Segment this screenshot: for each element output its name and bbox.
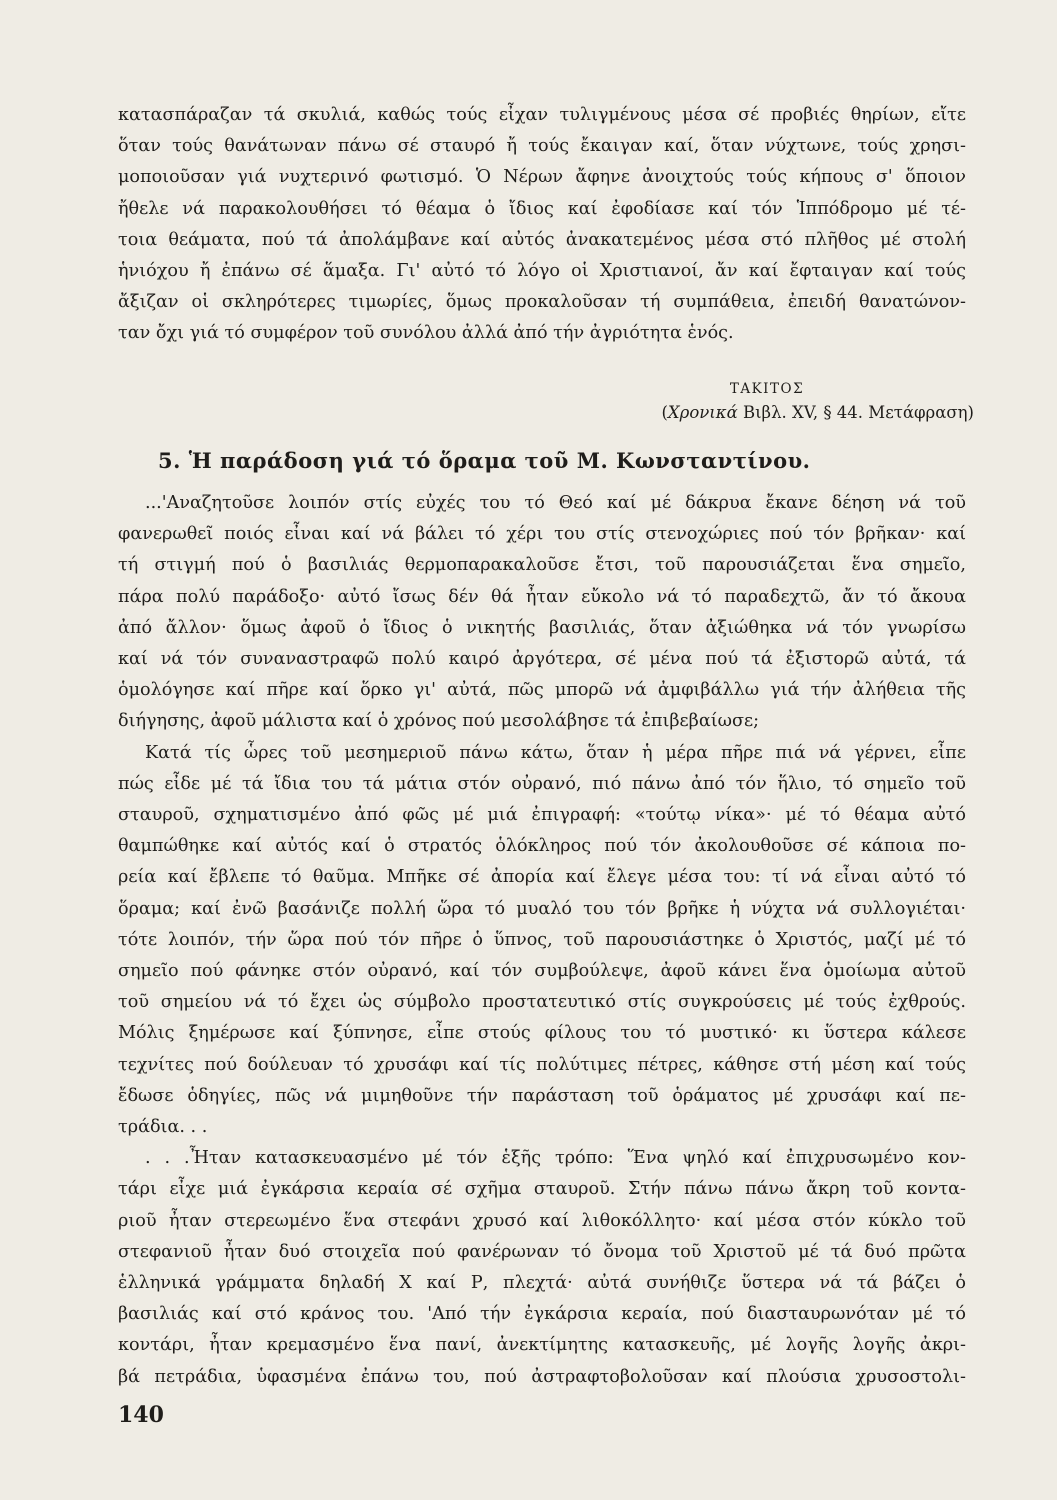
text-line: βά πετράδια, ὑφασμένα ἐπάνω του, πού ἀστραφτοβολοῦσαν καί πλούσια χρυσοστολι- — [118, 1366, 966, 1387]
text-line: ταν ὄχι γιά τό συμφέρον τοῦ συνόλου ἀλλά ἀπό τήν ἀγριότητα ἑνός. — [118, 323, 734, 344]
text-line: σταυροῦ, σχηματισμένο ἀπό φῶς μέ μιά ἐπιγραφή: «τούτῳ νίκα»· μέ τό θέαμα αὐτό — [118, 805, 966, 826]
text-line: ἔδωσε ὁδηγίες, πῶς νά μιμηθοῦνε τήν παράσταση τοῦ ὁράματος μέ χρυσάφι καί πε- — [118, 1085, 966, 1106]
text-line: φανερωθεῖ ποιός εἶναι καί νά βάλει τό χέρι του στίς στενοχώριες πού τόν βρῆκαν· καί — [118, 524, 966, 545]
text-line: ὁμολόγησε καί πῆρε καί ὅρκο γι' αὐτά, πῶς μπορῶ νά ἀμφιβάλλω γιά τήν ἀλήθεια τῆς — [118, 680, 966, 701]
text-line: καί νά τόν συναναστραφῶ πολύ καιρό ἀργότερα, σέ μένα πού τά ἐξιστορῶ αὐτά, τά — [118, 649, 966, 670]
text-line: τοῦ σημείου νά τό ἔχει ὡς σύμβολο προστατευτικό στίς συγκρούσεις μέ τούς ἐχθρούς. — [118, 992, 966, 1013]
attribution-source — [560, 403, 974, 422]
text-line: ὅραμα; καί ἐνῶ βασάνιζε πολλή ὥρα τό μυαλό του τόν βρῆκε ἡ νύχτα νά συλλογιέται· — [118, 898, 966, 919]
text-line: ἄξιζαν οἱ σκληρότερες τιμωρίες, ὅμως προκαλοῦσαν τή συμπάθεια, ἐπειδή θανατώνον- — [118, 292, 966, 313]
text-line: τοια θεάματα, πού τά ἀπολάμβανε καί αὐτός ἀνακατεμένος μέσα στό πλῆθος μέ στολή — [118, 229, 966, 250]
text-line: ὅταν τούς θανάτωναν πάνω σέ σταυρό ἤ τούς ἔκαιγαν καί, ὅταν νύχτωνε, τούς χρησι- — [118, 136, 966, 157]
text-line: πώς εἶδε μέ τά ἴδια του τά μάτια στόν οὐρανό, πιό πάνω ἀπό τόν ἥλιο, τό σημεῖο τοῦ — [118, 773, 966, 794]
text-line: πάρα πολύ παράδοξο· αὐτό ἴσως δέν θά ἦταν εὔκολο νά τό παραδεχτῶ, ἄν τό ἄκουα — [118, 586, 966, 607]
text-line: Μόλις ξημέρωσε καί ξύπνησε, εἶπε στούς φίλους του τό μυστικό· κι ὕστερα κάλεσε — [118, 1023, 966, 1044]
text-line: θαμπώθηκε καί αὐτός καί ὁ στρατός ὁλόκληρος πού τόν ἀκολουθοῦσε σέ κάποια πο- — [118, 836, 966, 857]
text-line: . . .Ἦταν κατασκευασμένο μέ τόν ἑξῆς τρόπο: Ἕνα ψηλό καί ἐπιχρυσωμένο κον- — [145, 1148, 966, 1169]
text-line: ἤθελε νά παρακολουθήσει τό θέαμα ὁ ἴδιος καί ἐφοδίασε καί τόν Ἱππόδρομο μέ τέ- — [118, 198, 966, 219]
text-line: μοποιοῦσαν γιά νυχτερινό φωτισμό. Ὁ Νέρων ἄφηνε ἀνοιχτούς τούς κήπους σ' ὅποιον — [118, 167, 966, 188]
attribution-open-paren: ( — [661, 403, 668, 422]
text-line: ...'Αναζητοῦσε λοιπόν στίς εὐχές του τό Θεό καί μέ δάκρυα ἔκανε δέηση νά τοῦ — [145, 493, 966, 513]
attribution-author: ΤΑΚΙΤΟΣ — [729, 381, 805, 397]
text-line: τεχνίτες πού δούλευαν τό χρυσάφι καί τίς πολύτιμες πέτρες, κάθησε στή μέση καί τούς — [118, 1054, 966, 1075]
text-line: ρεία καί ἔβλεπε τό θαῦμα. Μπῆκε σέ ἀπορία καί ἔλεγε μέσα του: τί νά εἶναι αὐτό τό — [118, 867, 966, 888]
text-line: κατασπάραζαν τά σκυλιά, καθώς τούς εἶχαν τυλιγμένους μέσα σέ προβιές θηρίων, εἴτε — [118, 105, 966, 125]
text-line: βασιλιάς καί στό κράνος του. 'Από τήν ἐγκάρσια κεραία, πού διασταυρωνόταν μέ τό — [118, 1304, 966, 1325]
text-line: ἀπό ἄλλον· ὅμως ἀφοῦ ὁ ἴδιος ὁ νικητής βασιλιάς, ὅταν ἀξιώθηκα νά τόν γνωρίσω — [118, 617, 966, 638]
text-line: τράδια. . . — [118, 1117, 208, 1138]
text-line: κοντάρι, ἦταν κρεμασμένο ἕνα πανί, ἀνεκτίμητης κατασκευῆς, μέ λογῆς λογῆς ἀκρι- — [118, 1335, 966, 1356]
text-line: τάρι εἶχε μιά ἐγκάρσια κεραία σέ σχῆμα σταυροῦ. Στήν πάνω πάνω ἄκρη τοῦ κοντα- — [118, 1179, 966, 1200]
page-number: 140 — [118, 1402, 164, 1428]
attribution-work-title: Χρονικά — [667, 403, 738, 422]
attribution-details: Βιβλ. XV, § 44. Μετάφραση) — [737, 403, 974, 422]
text-line: σημεῖο πού φάνηκε στόν οὐρανό, καί τόν συμβούλεψε, ἀφοῦ κάνει ἕνα ὁμοίωμα αὐτοῦ — [118, 961, 966, 982]
text-line: στεφανιοῦ ἦταν δυό στοιχεῖα πού φανέρωναν τό ὄνομα τοῦ Χριστοῦ μέ τά δυό πρῶτα — [118, 1241, 966, 1262]
text-line: ἡνιόχου ἤ ἐπάνω σέ ἅμαξα. Γι' αὐτό τό λόγο οἱ Χριστιανοί, ἄν καί ἔφταιγαν καί τούς — [118, 261, 966, 282]
text-line: ἑλληνικά γράμματα δηλαδή Χ καί Ρ, πλεχτά· αὐτά συνήθιζε ὕστερα νά τά βάζει ὁ — [118, 1273, 966, 1294]
eusebius-excerpt — [118, 488, 966, 1393]
text-line: ριοῦ ἦταν στερεωμένο ἕνα στεφάνι χρυσό καί λιθοκόλλητο· καί μέσα στόν κύκλο τοῦ — [118, 1210, 966, 1231]
tacitus-excerpt — [118, 100, 966, 350]
text-line: τότε λοιπόν, τήν ὥρα πού τόν πῆρε ὁ ὕπνος, τοῦ παρουσιάστηκε ὁ Χριστός, μαζί μέ τό — [118, 929, 966, 950]
text-line: τή στιγμή πού ὁ βασιλιάς θερμοπαρακαλοῦσε ἔτσι, τοῦ παρουσιάζεται ἕνα σημεῖο, — [118, 555, 966, 576]
section-heading: 5. Ἡ παράδοση γιά τό ὅραμα τοῦ Μ. Κωνσταντίνου. — [158, 448, 811, 473]
text-line: Κατά τίς ὧρες τοῦ μεσημεριοῦ πάνω κάτω, ὅταν ἡ μέρα πῆρε πιά νά γέρνει, εἶπε — [145, 742, 966, 763]
text-line: διήγησης, ἀφοῦ μάλιστα καί ὁ χρόνος πού μεσολάβησε τά ἐπιβεβαίωσε; — [118, 711, 760, 732]
